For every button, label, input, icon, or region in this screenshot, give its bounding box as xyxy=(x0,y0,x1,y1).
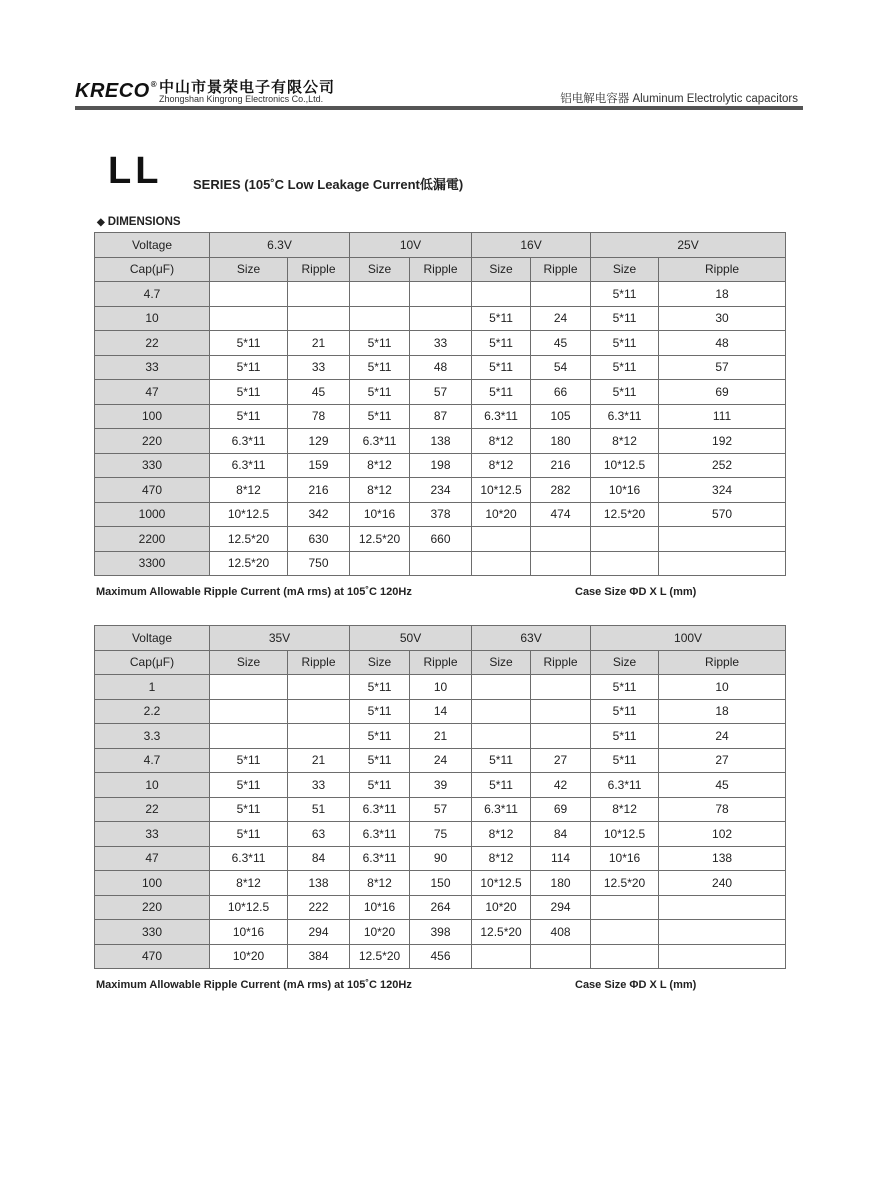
cap-value-cell: 33 xyxy=(95,355,210,380)
size-cell xyxy=(210,282,288,307)
table-row xyxy=(95,331,786,356)
cap-value-cell: 3300 xyxy=(95,551,210,576)
voltage-label-cell: Voltage xyxy=(95,626,210,651)
size-cell: 6.3*11 xyxy=(210,453,288,478)
ripple-header-cell: Ripple xyxy=(659,257,786,282)
cap-value-cell: 1 xyxy=(95,675,210,700)
table-row xyxy=(95,306,786,331)
size-cell: 8*12 xyxy=(472,453,531,478)
table-row xyxy=(95,724,786,749)
ripple-cell: 78 xyxy=(659,797,786,822)
size-header-cell: Size xyxy=(210,650,288,675)
size-cell: 12.5*20 xyxy=(472,920,531,945)
size-cell: 6.3*11 xyxy=(210,429,288,454)
size-cell: 6.3*11 xyxy=(591,773,659,798)
cap-value-cell: 4.7 xyxy=(95,748,210,773)
size-cell: 8*12 xyxy=(472,429,531,454)
ripple-cell: 660 xyxy=(410,527,472,552)
ripple-cell: 398 xyxy=(410,920,472,945)
cap-value-cell: 1000 xyxy=(95,502,210,527)
ripple-cell: 159 xyxy=(288,453,350,478)
size-cell: 10*16 xyxy=(591,846,659,871)
size-cell: 10*16 xyxy=(591,478,659,503)
ripple-cell: 216 xyxy=(531,453,591,478)
table-row xyxy=(95,478,786,503)
ripple-cell: 57 xyxy=(410,797,472,822)
table-row xyxy=(95,380,786,405)
size-header-cell: Size xyxy=(350,650,410,675)
cap-value-cell: 470 xyxy=(95,944,210,969)
ripple-cell xyxy=(288,699,350,724)
ripple-cell xyxy=(410,282,472,307)
ripple-cell xyxy=(410,306,472,331)
ripple-cell: 630 xyxy=(288,527,350,552)
cap-value-cell: 47 xyxy=(95,380,210,405)
size-cell: 5*11 xyxy=(350,748,410,773)
size-cell: 5*11 xyxy=(591,306,659,331)
size-cell: 5*11 xyxy=(472,748,531,773)
ripple-cell: 21 xyxy=(288,748,350,773)
size-cell: 8*12 xyxy=(472,822,531,847)
voltage-header-row xyxy=(95,233,786,258)
ripple-cell: 33 xyxy=(288,355,350,380)
ripple-cell: 102 xyxy=(659,822,786,847)
ripple-cell: 57 xyxy=(410,380,472,405)
ripple-header-cell: Ripple xyxy=(288,650,350,675)
logo-text: KRECO xyxy=(75,80,150,102)
table-row xyxy=(95,748,786,773)
size-cell: 8*12 xyxy=(350,453,410,478)
ripple-cell: 63 xyxy=(288,822,350,847)
ripple-cell: 342 xyxy=(288,502,350,527)
table-row xyxy=(95,822,786,847)
table-row xyxy=(95,699,786,724)
ripple-cell: 42 xyxy=(531,773,591,798)
ripple-cell: 24 xyxy=(410,748,472,773)
ripple-cell xyxy=(288,724,350,749)
size-cell: 12.5*20 xyxy=(591,871,659,896)
ripple-cell xyxy=(531,675,591,700)
size-cell xyxy=(350,551,410,576)
cap-value-cell: 2.2 xyxy=(95,699,210,724)
ripple-cell xyxy=(531,724,591,749)
cap-value-cell: 100 xyxy=(95,871,210,896)
ripple-cell: 750 xyxy=(288,551,350,576)
size-cell: 12.5*20 xyxy=(591,502,659,527)
voltage-cell: 63V xyxy=(472,626,591,651)
size-cell: 12.5*20 xyxy=(350,944,410,969)
ripple-cell xyxy=(531,699,591,724)
cap-value-cell: 330 xyxy=(95,920,210,945)
ripple-header-cell: Ripple xyxy=(659,650,786,675)
voltage-cell: 35V xyxy=(210,626,350,651)
size-header-cell: Size xyxy=(350,257,410,282)
column-header-row xyxy=(95,650,786,675)
ripple-cell: 180 xyxy=(531,871,591,896)
size-cell: 6.3*11 xyxy=(472,404,531,429)
size-cell: 10*12.5 xyxy=(591,453,659,478)
ripple-cell: 48 xyxy=(659,331,786,356)
size-header-cell: Size xyxy=(591,257,659,282)
company-name-en: Zhongshan Kingrong Electronics Co.,Ltd. xyxy=(159,94,324,104)
ripple-cell xyxy=(288,306,350,331)
table-row xyxy=(95,871,786,896)
size-cell xyxy=(472,675,531,700)
cap-value-cell: 100 xyxy=(95,404,210,429)
ripple-cell: 27 xyxy=(531,748,591,773)
ripple-cell: 18 xyxy=(659,699,786,724)
ripple-cell: 48 xyxy=(410,355,472,380)
size-cell: 5*11 xyxy=(210,380,288,405)
size-cell: 10*16 xyxy=(210,920,288,945)
size-cell: 6.3*11 xyxy=(210,846,288,871)
cap-value-cell: 33 xyxy=(95,822,210,847)
size-cell xyxy=(591,944,659,969)
table-row xyxy=(95,773,786,798)
size-cell: 5*11 xyxy=(472,380,531,405)
table-row xyxy=(95,404,786,429)
size-cell xyxy=(591,920,659,945)
table-row xyxy=(95,453,786,478)
ripple-cell: 90 xyxy=(410,846,472,871)
series-code: LL xyxy=(108,150,163,192)
registered-mark: ® xyxy=(150,80,158,89)
ripple-cell xyxy=(659,551,786,576)
size-cell: 5*11 xyxy=(472,331,531,356)
size-cell: 5*11 xyxy=(591,282,659,307)
size-cell: 5*11 xyxy=(350,675,410,700)
size-cell xyxy=(210,306,288,331)
cap-value-cell: 22 xyxy=(95,797,210,822)
voltage-label-cell: Voltage xyxy=(95,233,210,258)
size-cell: 5*11 xyxy=(210,797,288,822)
cap-value-cell: 22 xyxy=(95,331,210,356)
ripple-cell: 27 xyxy=(659,748,786,773)
table-row xyxy=(95,920,786,945)
ripple-cell: 111 xyxy=(659,404,786,429)
ripple-note-1: Maximum Allowable Ripple Current (mA rms) at 105˚C 120Hz xyxy=(96,586,412,598)
ripple-cell: 180 xyxy=(531,429,591,454)
size-cell: 5*11 xyxy=(350,355,410,380)
size-cell: 6.3*11 xyxy=(472,797,531,822)
cap-value-cell: 3.3 xyxy=(95,724,210,749)
cap-value-cell: 10 xyxy=(95,773,210,798)
size-cell: 10*20 xyxy=(210,944,288,969)
ripple-header-cell: Ripple xyxy=(288,257,350,282)
size-cell: 10*16 xyxy=(350,895,410,920)
size-cell: 6.3*11 xyxy=(591,404,659,429)
size-cell: 5*11 xyxy=(350,331,410,356)
size-cell: 12.5*20 xyxy=(350,527,410,552)
ripple-cell: 39 xyxy=(410,773,472,798)
ripple-cell: 294 xyxy=(288,920,350,945)
size-cell: 5*11 xyxy=(591,355,659,380)
header-divider xyxy=(75,106,803,110)
ripple-cell: 129 xyxy=(288,429,350,454)
size-cell xyxy=(591,895,659,920)
size-cell xyxy=(472,527,531,552)
ripple-cell: 33 xyxy=(410,331,472,356)
ripple-cell: 24 xyxy=(531,306,591,331)
size-cell: 5*11 xyxy=(591,675,659,700)
size-cell: 5*11 xyxy=(472,306,531,331)
ripple-cell: 408 xyxy=(531,920,591,945)
size-cell: 5*11 xyxy=(210,404,288,429)
cap-label-cell: Cap(μF) xyxy=(95,257,210,282)
size-header-cell: Size xyxy=(472,650,531,675)
ripple-cell: 324 xyxy=(659,478,786,503)
size-cell xyxy=(350,282,410,307)
page-header xyxy=(75,74,803,110)
dimensions-heading xyxy=(97,216,181,228)
ripple-cell: 150 xyxy=(410,871,472,896)
ripple-cell: 14 xyxy=(410,699,472,724)
size-cell: 5*11 xyxy=(210,773,288,798)
ripple-cell: 45 xyxy=(288,380,350,405)
ripple-cell xyxy=(659,895,786,920)
size-cell: 5*11 xyxy=(472,355,531,380)
cap-value-cell: 10 xyxy=(95,306,210,331)
ripple-header-cell: Ripple xyxy=(531,257,591,282)
dimensions-table-1 xyxy=(94,232,786,576)
ripple-cell xyxy=(288,675,350,700)
size-header-cell: Size xyxy=(591,650,659,675)
size-cell: 6.3*11 xyxy=(350,797,410,822)
size-cell: 10*20 xyxy=(472,502,531,527)
voltage-cell: 10V xyxy=(350,233,472,258)
voltage-cell: 25V xyxy=(591,233,786,258)
dimensions-table-2 xyxy=(94,625,786,969)
ripple-cell: 51 xyxy=(288,797,350,822)
case-size-note-1: Case Size ΦD X L (mm) xyxy=(575,586,697,598)
ripple-cell: 570 xyxy=(659,502,786,527)
product-category: 铝电解电容器 Aluminum Electrolytic capacitors xyxy=(560,93,798,105)
size-cell: 5*11 xyxy=(350,380,410,405)
size-header-cell: Size xyxy=(210,257,288,282)
ripple-cell: 18 xyxy=(659,282,786,307)
size-cell: 10*16 xyxy=(350,502,410,527)
ripple-cell: 282 xyxy=(531,478,591,503)
size-cell: 5*11 xyxy=(350,724,410,749)
cap-value-cell: 220 xyxy=(95,429,210,454)
ripple-cell: 75 xyxy=(410,822,472,847)
ripple-cell: 10 xyxy=(659,675,786,700)
size-cell: 5*11 xyxy=(591,748,659,773)
table-row xyxy=(95,797,786,822)
size-cell: 5*11 xyxy=(591,380,659,405)
voltage-cell: 16V xyxy=(472,233,591,258)
ripple-cell: 45 xyxy=(531,331,591,356)
ripple-cell: 294 xyxy=(531,895,591,920)
ripple-header-cell: Ripple xyxy=(531,650,591,675)
table-row xyxy=(95,355,786,380)
ripple-cell: 222 xyxy=(288,895,350,920)
ripple-cell xyxy=(659,527,786,552)
size-cell: 5*11 xyxy=(591,331,659,356)
size-cell xyxy=(472,944,531,969)
ripple-header-cell: Ripple xyxy=(410,650,472,675)
ripple-cell: 66 xyxy=(531,380,591,405)
size-cell: 5*11 xyxy=(210,748,288,773)
table-row xyxy=(95,675,786,700)
size-cell xyxy=(210,699,288,724)
size-cell xyxy=(472,551,531,576)
size-cell xyxy=(472,724,531,749)
size-cell xyxy=(210,724,288,749)
ripple-cell: 138 xyxy=(410,429,472,454)
size-cell: 8*12 xyxy=(350,478,410,503)
ripple-note-2: Maximum Allowable Ripple Current (mA rms) at 105˚C 120Hz xyxy=(96,979,412,991)
ripple-cell: 105 xyxy=(531,404,591,429)
size-cell xyxy=(210,675,288,700)
ripple-cell: 21 xyxy=(410,724,472,749)
size-cell: 8*12 xyxy=(210,478,288,503)
company-logo xyxy=(75,80,157,103)
ripple-cell xyxy=(288,282,350,307)
size-cell: 8*12 xyxy=(350,871,410,896)
ripple-cell: 264 xyxy=(410,895,472,920)
size-cell: 12.5*20 xyxy=(210,527,288,552)
ripple-cell: 78 xyxy=(288,404,350,429)
size-cell: 5*11 xyxy=(350,699,410,724)
ripple-cell: 252 xyxy=(659,453,786,478)
size-cell: 5*11 xyxy=(591,724,659,749)
cap-value-cell: 4.7 xyxy=(95,282,210,307)
column-header-row xyxy=(95,257,786,282)
size-cell xyxy=(472,282,531,307)
ripple-cell: 33 xyxy=(288,773,350,798)
voltage-cell: 6.3V xyxy=(210,233,350,258)
ripple-cell: 456 xyxy=(410,944,472,969)
size-cell: 5*11 xyxy=(350,773,410,798)
size-cell: 5*11 xyxy=(210,822,288,847)
cap-value-cell: 330 xyxy=(95,453,210,478)
ripple-cell: 378 xyxy=(410,502,472,527)
size-header-cell: Size xyxy=(472,257,531,282)
size-cell: 8*12 xyxy=(591,797,659,822)
size-cell xyxy=(472,699,531,724)
table-row xyxy=(95,527,786,552)
ripple-cell xyxy=(531,282,591,307)
ripple-cell xyxy=(531,551,591,576)
size-cell: 5*11 xyxy=(210,355,288,380)
ripple-cell: 45 xyxy=(659,773,786,798)
ripple-cell: 198 xyxy=(410,453,472,478)
company-name-cn: 中山市景荣电子有限公司 xyxy=(159,79,336,96)
ripple-cell: 384 xyxy=(288,944,350,969)
ripple-cell: 21 xyxy=(288,331,350,356)
size-cell: 8*12 xyxy=(472,846,531,871)
table-row xyxy=(95,502,786,527)
size-cell: 10*20 xyxy=(350,920,410,945)
cap-value-cell: 220 xyxy=(95,895,210,920)
cap-value-cell: 47 xyxy=(95,846,210,871)
size-cell: 6.3*11 xyxy=(350,846,410,871)
size-cell xyxy=(591,527,659,552)
cap-value-cell: 470 xyxy=(95,478,210,503)
table-row xyxy=(95,944,786,969)
voltage-cell: 50V xyxy=(350,626,472,651)
size-cell: 5*11 xyxy=(350,404,410,429)
ripple-cell: 84 xyxy=(288,846,350,871)
size-cell: 10*12.5 xyxy=(210,502,288,527)
table-row xyxy=(95,429,786,454)
table-row xyxy=(95,282,786,307)
size-cell: 8*12 xyxy=(591,429,659,454)
diamond-icon: ◆ xyxy=(97,217,105,228)
ripple-cell: 24 xyxy=(659,724,786,749)
ripple-cell xyxy=(659,944,786,969)
size-cell: 8*12 xyxy=(210,871,288,896)
table-row xyxy=(95,895,786,920)
dimensions-label: DIMENSIONS xyxy=(107,216,181,228)
ripple-cell: 69 xyxy=(531,797,591,822)
size-cell: 5*11 xyxy=(472,773,531,798)
case-size-note-2: Case Size ΦD X L (mm) xyxy=(575,979,697,991)
cap-value-cell: 2200 xyxy=(95,527,210,552)
size-cell: 6.3*11 xyxy=(350,429,410,454)
ripple-cell: 216 xyxy=(288,478,350,503)
ripple-header-cell: Ripple xyxy=(410,257,472,282)
ripple-cell: 138 xyxy=(659,846,786,871)
ripple-cell xyxy=(659,920,786,945)
size-cell: 10*12.5 xyxy=(210,895,288,920)
ripple-cell: 234 xyxy=(410,478,472,503)
ripple-cell: 240 xyxy=(659,871,786,896)
ripple-cell: 138 xyxy=(288,871,350,896)
series-description: SERIES (105˚C Low Leakage Current低漏電) xyxy=(193,177,464,192)
ripple-cell: 30 xyxy=(659,306,786,331)
size-cell: 5*11 xyxy=(210,331,288,356)
ripple-cell xyxy=(531,527,591,552)
voltage-cell: 100V xyxy=(591,626,786,651)
size-cell: 10*12.5 xyxy=(472,871,531,896)
size-cell: 6.3*11 xyxy=(350,822,410,847)
ripple-cell: 192 xyxy=(659,429,786,454)
size-cell: 10*20 xyxy=(472,895,531,920)
ripple-cell: 69 xyxy=(659,380,786,405)
ripple-cell: 54 xyxy=(531,355,591,380)
ripple-cell: 474 xyxy=(531,502,591,527)
ripple-cell: 84 xyxy=(531,822,591,847)
table-row xyxy=(95,551,786,576)
table-row xyxy=(95,846,786,871)
size-cell: 10*12.5 xyxy=(591,822,659,847)
size-cell: 10*12.5 xyxy=(472,478,531,503)
size-cell: 5*11 xyxy=(591,699,659,724)
size-cell xyxy=(350,306,410,331)
ripple-cell: 114 xyxy=(531,846,591,871)
ripple-cell xyxy=(531,944,591,969)
cap-label-cell: Cap(μF) xyxy=(95,650,210,675)
ripple-cell: 57 xyxy=(659,355,786,380)
size-cell xyxy=(591,551,659,576)
ripple-cell: 87 xyxy=(410,404,472,429)
voltage-header-row xyxy=(95,626,786,651)
ripple-cell: 10 xyxy=(410,675,472,700)
ripple-cell xyxy=(410,551,472,576)
size-cell: 12.5*20 xyxy=(210,551,288,576)
